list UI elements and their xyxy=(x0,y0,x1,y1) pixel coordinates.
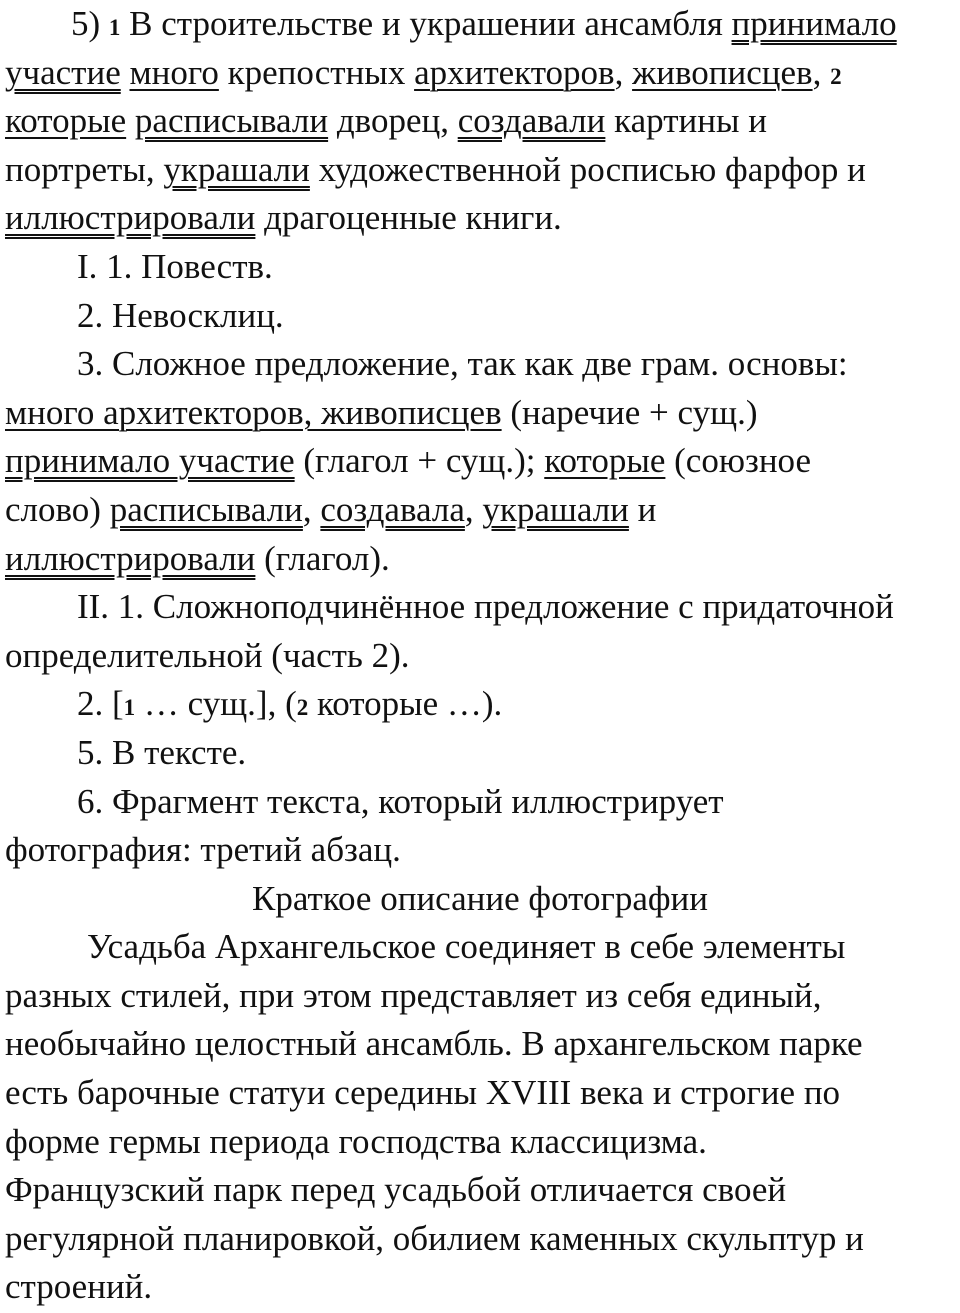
text: , xyxy=(812,52,831,92)
subject-underlined: которые xyxy=(544,441,666,481)
scheme-item xyxy=(5,680,960,729)
analysis-line xyxy=(5,486,960,535)
analysis-item: 5. В тексте. xyxy=(77,732,247,772)
text: … сущ.], ( xyxy=(135,684,297,724)
text: (глагол + сущ.); xyxy=(294,441,545,481)
analysis-item: 2. Невосклиц. xyxy=(77,295,284,335)
analysis-item: 3. Сложное предложение, так как две грам. основы: xyxy=(77,344,848,384)
description-line: есть барочные статуи середины XVIII века и строгие по xyxy=(5,1073,841,1113)
text: (наречие + сущ.) xyxy=(501,392,758,432)
subject-underlined: много архитекторов, живописцев xyxy=(5,392,502,432)
subject-underlined: живописцев xyxy=(632,52,813,92)
description-line: Французский парк перед усадьбой отличается своей xyxy=(5,1170,787,1210)
separator: , xyxy=(302,489,321,529)
predicate-underlined: иллюстрировали xyxy=(5,538,256,578)
analysis-item: 6. Фрагмент текста, который иллюстрирует xyxy=(77,781,724,821)
clause-number: 1 xyxy=(123,695,136,721)
analysis-line: фотография: третий абзац. xyxy=(5,830,401,870)
analysis-item: II. 1. Сложноподчинённое предложение с придаточной xyxy=(77,587,894,627)
subject-underlined: много xyxy=(129,52,219,92)
text: и xyxy=(628,489,657,529)
description-title: Краткое описание фотографии xyxy=(252,878,708,918)
predicate-underlined: расписывали xyxy=(109,489,303,529)
separator: , xyxy=(464,489,483,529)
sentence-line-5 xyxy=(5,194,960,243)
text: которые …). xyxy=(308,684,503,724)
text: (союзное xyxy=(665,441,812,481)
description-line: регулярной планировкой, обилием каменных скульптур и xyxy=(5,1218,864,1258)
text: В строительстве и украшении ансамбля xyxy=(120,4,732,43)
analysis-item: I. 1. Повеств. xyxy=(77,246,273,286)
sentence-line-1 xyxy=(5,0,960,49)
text: (глагол). xyxy=(255,538,390,578)
clause-number: 1 xyxy=(108,15,121,40)
description-line: строений. xyxy=(5,1267,153,1307)
description-line: форме гермы периода господства классицизма. xyxy=(5,1121,707,1161)
clause-number: 2 xyxy=(296,695,309,721)
text: слово) xyxy=(5,489,110,529)
predicate-underlined: расписывали xyxy=(134,101,329,141)
predicate-underlined: украшали xyxy=(482,489,629,529)
item-number: 5) xyxy=(71,4,109,43)
predicate-underlined: участие xyxy=(5,52,121,92)
analysis-line xyxy=(5,437,960,486)
subject-underlined: архитекторов xyxy=(414,52,615,92)
separator: , xyxy=(614,52,633,92)
predicate-underlined: украшали xyxy=(163,149,310,189)
analysis-line: определительной (часть 2). xyxy=(5,635,410,675)
sentence-line-2 xyxy=(5,49,960,98)
predicate-underlined: создавала xyxy=(320,489,465,529)
predicate-underlined: иллюстрировали xyxy=(5,198,256,238)
space xyxy=(126,101,135,140)
analysis-line xyxy=(5,535,960,584)
description-line: разных стилей, при этом представляет из себя единый, xyxy=(5,975,822,1015)
text: дворец, xyxy=(328,101,458,141)
description-line: Усадьба Архангельское соединяет в себе элементы xyxy=(87,927,846,967)
sentence-line-3 xyxy=(5,97,960,146)
text: художественной росписью фарфор и xyxy=(309,149,866,189)
text: 2. [ xyxy=(77,684,124,724)
analysis-line xyxy=(5,389,960,438)
clause-number: 2 xyxy=(830,63,842,89)
text: драгоценные книги. xyxy=(255,198,562,238)
subject-underlined: которые xyxy=(5,101,127,141)
predicate-underlined: принимало xyxy=(731,4,897,43)
predicate-underlined: принимало участие xyxy=(5,441,295,481)
description-line: необычайно целостный ансамбль. В архангельском парке xyxy=(5,1024,863,1064)
text: картины и xyxy=(605,101,767,141)
predicate-underlined: создавали xyxy=(457,101,606,141)
sentence-line-4 xyxy=(5,146,960,195)
text: портреты, xyxy=(5,149,164,189)
text: крепостных xyxy=(218,52,415,92)
